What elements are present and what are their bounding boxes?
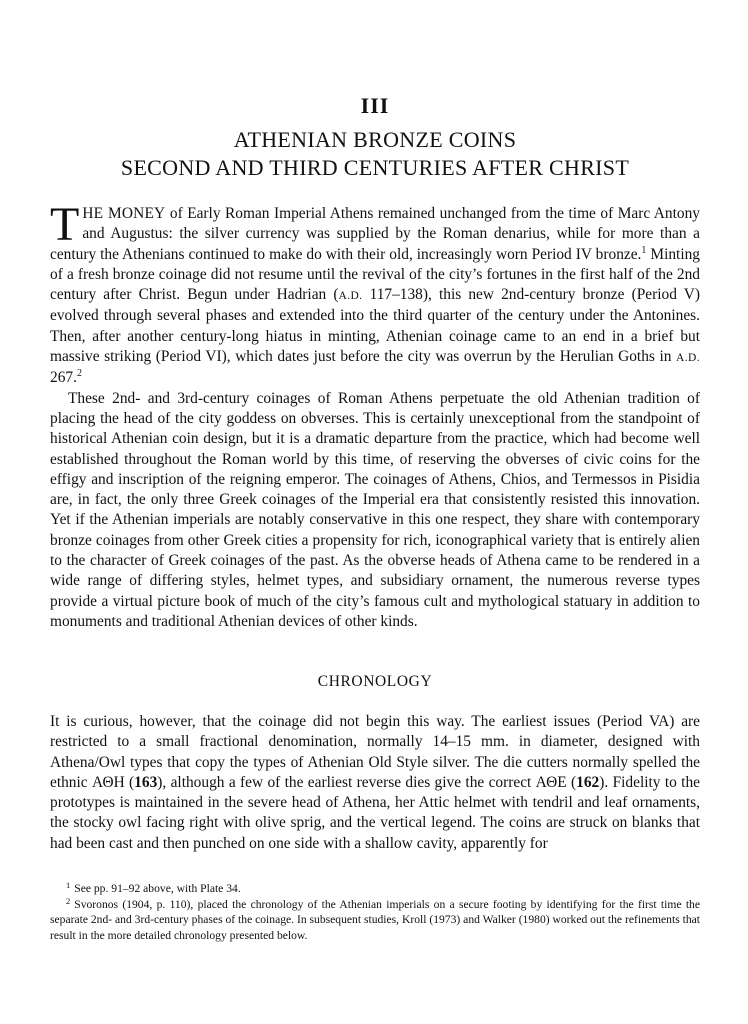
footnote-mark: 2 [66,895,71,906]
era-abbrev: A.D. [676,352,700,365]
chapter-number: III [360,93,390,118]
section-heading-chronology: CHRONOLOGY [317,673,433,690]
intro-p1-text-b: Minting of a fresh bronze coinage did not resume until the revival of the city’s fortunes in the first half of the 2nd century after Christ. Begun under Hadrian ( [50,245,700,304]
footnote-text: Svoronos (1904, p. 110), placed the chronology of the Athenian imperials on a secure footing by identifying for the first time the separate 2nd- and 3rd-century phases of the coinage. In subsequent studies, Kroll (1973) and Walker (1980) worked out the refinements that result in the more detailed chronology presented below. [50,897,700,942]
era-abbrev: A.D. [338,290,363,303]
chapter-title-line1: ATHENIAN BRONZE COINS [233,127,517,152]
catalog-ref-163: 163 [134,773,158,791]
chapter-title-line2: SECOND AND THIRD CENTURIES AFTER CHRIST [120,155,630,180]
footnote-ref-1: 1 [641,244,647,256]
footnote-text: See pp. 91–92 above, with Plate 34. [74,882,241,895]
intro-p1-text-c: 117–138), this new 2nd-century bronze (Period V) evolved through several phases and extended into the third quarter of the century under the Antonines. Then, after another century-long hiatus in minting, Athenian coinage came to an end in a brief but massive striking (Period VI), which dates just before the city was overrun by the Herulian Goths in [50,286,700,366]
footnote-mark: 1 [66,880,71,890]
intro-text [50,198,700,632]
catalog-ref-162: 162 [576,773,600,791]
footnote-ref-2: 2 [76,368,82,380]
chronology-text-c: ). Fidelity to the prototypes is maintained in the severe head of Athena, her Attic helmet with tendril and leaf ornaments, the stocky owl facing right with olive sprig, and the vertical legend. The coins are struck on blanks that had been cast and then punched on one side with a shallow cavity, apparently for [50,773,700,852]
intro-p1-text-a: of Early Roman Imperial Athens remained unchanged from the time of Marc Antony and Augustus: the silver currency was supplied by the Roman denarius, while for more than a century the Athenians continued to make do with their old, increasingly worn Period IV bronze. [50,205,700,263]
chapter-title [50,126,700,182]
lead-in-caps: HE MONEY [82,205,166,222]
drop-cap: T [50,198,80,251]
chronology-text-b: ), although a few of the earliest reverse dies give the correct ΑΘΕ ( [157,773,577,791]
intro-paragraph-2: These 2nd- and 3rd-century coinages of Roman Athens perpetuate the old Athenian tradition of placing the head of the city goddess on obverses. This is certainly unexceptional from the standpoint of historical Athenian coin design, but it is a dramatic departure from the practice, which had become well established throughout the Roman world by this time, of reserving the obverses of civic coins for the effigy and inscription of the reigning emperor. The coinages of Athens, Chios, and Termessos in Pisidia are, in fact, the only three Greek coinages of the Imperial era that consistently resisted this innovation. Yet if the Athenian imperials are notably conservative in this one respect, they share with contemporary bronze coinages from other Greek cities a propensity for rich, iconographical variety that is entirely alien to the character of Greek coinages of the past. As the obverse heads of Athena came to be rendered in a wide range of differing styles, helmet types, and subsidiary ornament, the numerous reverse types provide a virtual picture book of much of the city’s famous cult and mythological statuary in addition to monuments and traditional Athenian devices of other kinds. [50,389,700,630]
intro-p1-text-d: 267. [50,369,77,387]
chronology-text-a: It is curious, however, that the coinage did not begin this way. The earliest issues (Period VA) are restricted to a small fractional denomination, normally 14–15 mm. in diameter, designed with Athena/Owl types that copy the types of Athenian Old Style silver. The die cutters normally spelled the ethnic ΑΘΗ ( [50,713,700,791]
chronology-paragraph [50,712,700,854]
footnotes [50,881,700,943]
footnote-2 [50,897,700,944]
chronology-text [50,712,700,854]
footnote-1 [50,881,700,897]
intro-paragraph-1 [50,198,700,389]
